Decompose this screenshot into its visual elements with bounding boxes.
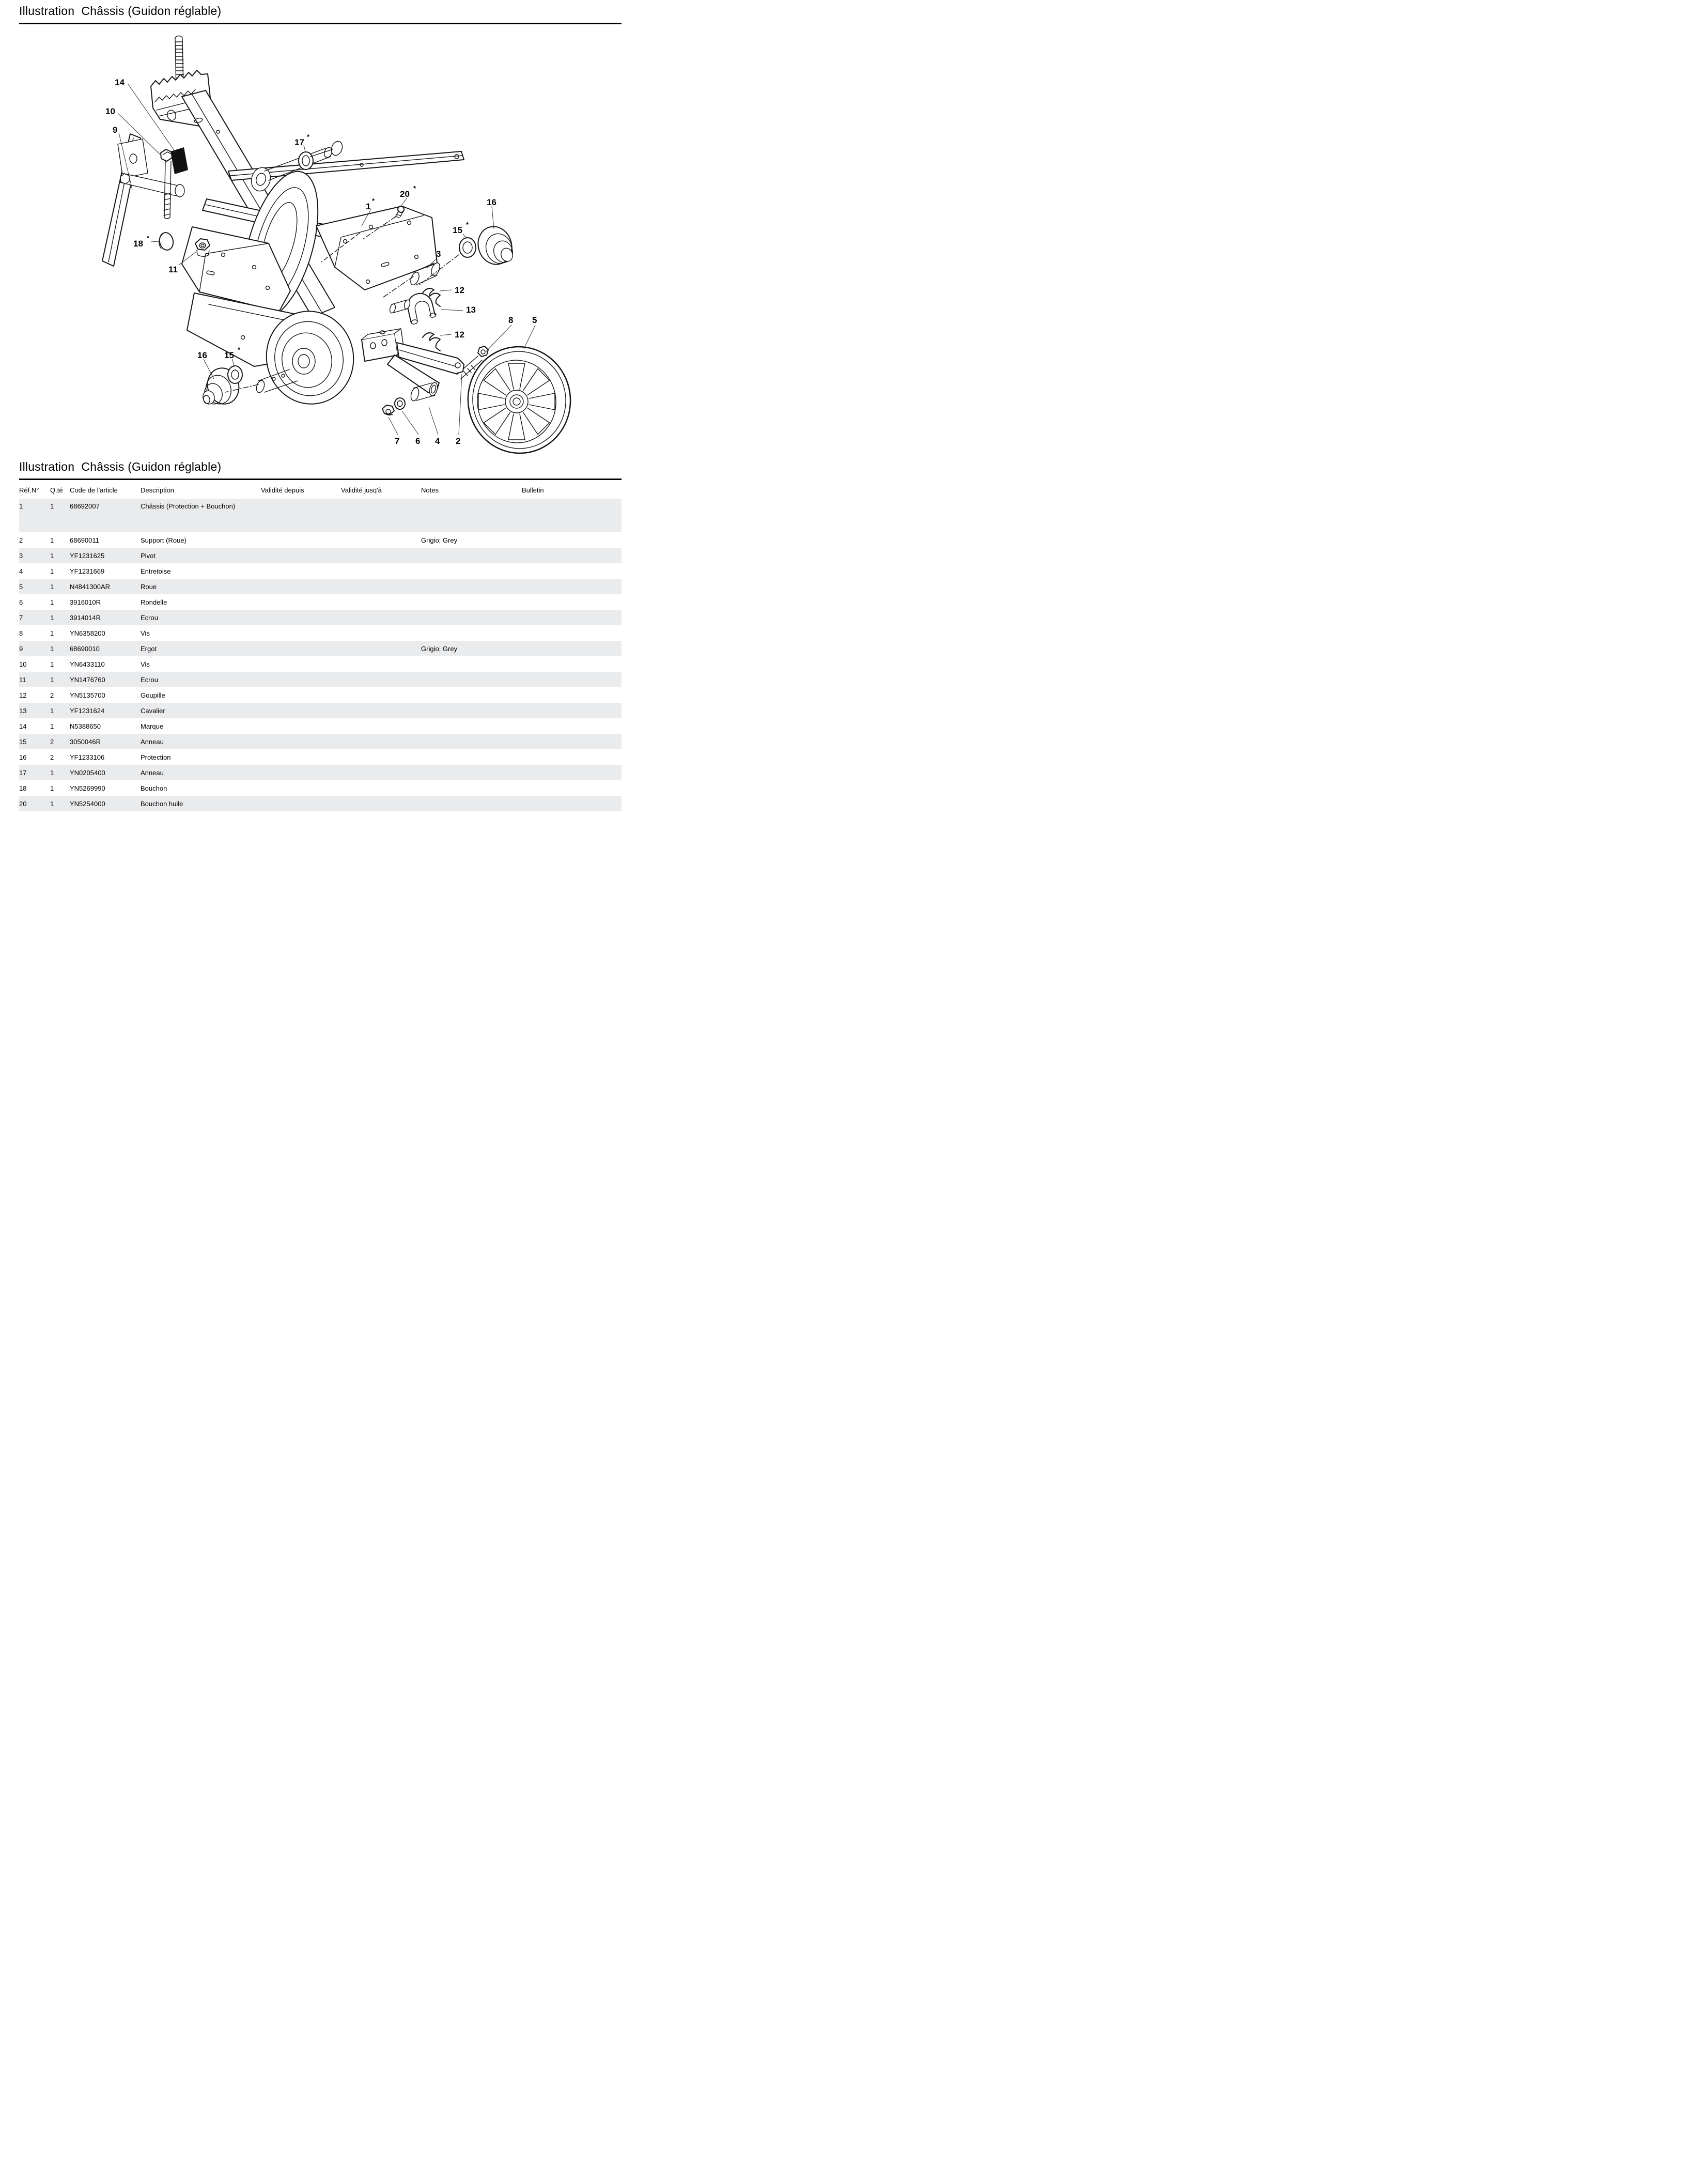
table-row	[19, 749, 622, 765]
cell-valid-from	[261, 532, 341, 548]
cell-code: YF1231669	[70, 567, 105, 575]
cell-desc: Ecrou	[141, 672, 261, 687]
col-bulletin: Bulletin	[522, 486, 544, 494]
table-header-row	[19, 483, 622, 499]
callout-12-upper: 12	[455, 285, 464, 295]
cell-qty: 1	[50, 722, 54, 730]
cell-valid-to	[341, 672, 421, 687]
cell-desc: Protection	[141, 753, 171, 761]
cell-qty: 1	[50, 765, 70, 780]
cell-qty: 2	[50, 753, 54, 761]
cell-valid-to	[341, 499, 421, 532]
callout-8: 8	[508, 315, 514, 325]
cell-notes	[421, 687, 522, 703]
callout-1: 1	[366, 202, 371, 211]
cell-qty: 2	[50, 734, 70, 749]
cell-notes	[421, 594, 522, 610]
cell-valid-from	[261, 796, 341, 811]
table-row	[19, 563, 622, 579]
cell-desc: Marque	[141, 722, 164, 730]
cell-ref: 13	[19, 703, 50, 718]
cell-ref: 4	[19, 567, 23, 575]
cell-valid-from	[261, 687, 341, 703]
cell-code: YN5135700	[70, 691, 105, 699]
cell-valid-from	[261, 625, 341, 641]
cell-valid-from	[261, 594, 341, 610]
table-row	[19, 594, 622, 610]
callout-1-star: *	[372, 197, 375, 205]
cell-valid-to	[341, 610, 421, 625]
cell-desc: Vis	[141, 629, 150, 637]
cell-valid-to	[341, 641, 421, 656]
cell-valid-to	[341, 625, 421, 641]
cell-ref: 12	[19, 691, 27, 699]
cell-qty: 2	[50, 691, 54, 699]
callout-4: 4	[435, 436, 440, 446]
cell-code: YN6358200	[70, 629, 105, 637]
cell-notes: Grigio; Grey	[421, 641, 522, 656]
cell-code: 3914014R	[70, 610, 141, 625]
cell-code: YF1231624	[70, 703, 141, 718]
cavalier-13	[389, 294, 437, 325]
cell-desc: Pivot	[141, 548, 261, 563]
cell-valid-from	[261, 703, 341, 718]
cell-code: YF1231625	[70, 548, 141, 563]
callout-10: 10	[105, 106, 115, 116]
page-title: Illustration Châssis (Guidon réglable)	[19, 4, 222, 18]
callout-16-left: 16	[197, 350, 207, 360]
cell-bulletin	[522, 641, 622, 656]
table-row	[19, 780, 622, 796]
table-row	[19, 734, 622, 749]
cell-desc: Bouchon huile	[141, 796, 261, 811]
ring-15-right	[459, 238, 476, 257]
table-row	[19, 548, 622, 563]
cell-desc: Châssis (Protection + Bouchon)	[141, 499, 261, 532]
callout-13: 13	[466, 305, 476, 315]
cell-notes	[421, 734, 522, 749]
cell-notes	[421, 563, 522, 579]
cell-valid-to	[341, 765, 421, 780]
cell-ref: 16	[19, 753, 27, 761]
cell-valid-to	[341, 532, 421, 548]
callout-17: 17	[294, 137, 304, 147]
cell-code: 3050046R	[70, 734, 141, 749]
cell-valid-from	[261, 548, 341, 563]
cell-bulletin	[522, 563, 622, 579]
col-valid-to: Validité jusq'à	[341, 486, 382, 494]
cell-valid-to	[341, 718, 421, 734]
cell-valid-from	[261, 734, 341, 749]
col-ref: Réf.N°	[19, 486, 39, 494]
table-row	[19, 687, 622, 703]
cell-ref: 8	[19, 629, 23, 637]
cell-ref: 14	[19, 722, 27, 730]
cell-bulletin	[522, 672, 622, 687]
cell-desc: Entretoise	[141, 567, 171, 575]
cell-code: N4841300AR	[70, 579, 141, 594]
cell-code: 68690010	[70, 641, 141, 656]
cell-notes	[421, 749, 522, 765]
washer-6	[395, 398, 405, 409]
cell-valid-to	[341, 780, 421, 796]
table-row	[19, 718, 622, 734]
cell-ref: 18	[19, 784, 27, 792]
col-qty: Q.té	[50, 486, 63, 494]
callout-15-left-star: *	[238, 346, 241, 353]
callout-16-right: 16	[487, 197, 496, 207]
table-row	[19, 641, 622, 656]
cell-desc: Cavalier	[141, 703, 261, 718]
cell-notes	[421, 780, 522, 796]
cell-valid-to	[341, 594, 421, 610]
cell-ref: 6	[19, 598, 23, 606]
callout-12-lower: 12	[455, 330, 464, 340]
cell-qty: 1	[50, 610, 70, 625]
cell-code: 68690011	[70, 536, 99, 544]
support-2	[362, 329, 464, 392]
cell-code: YN6433110	[70, 660, 105, 668]
cell-code: N5388650	[70, 722, 101, 730]
cell-valid-from	[261, 765, 341, 780]
cell-notes	[421, 765, 522, 780]
cell-desc: Anneau	[141, 765, 261, 780]
cell-ref: 3	[19, 548, 50, 563]
cell-valid-from	[261, 672, 341, 687]
cell-desc: Anneau	[141, 734, 261, 749]
cell-notes	[421, 656, 522, 672]
table-row	[19, 532, 622, 548]
cell-desc: Roue	[141, 579, 261, 594]
cell-desc: Support (Roue)	[141, 536, 187, 544]
parts-illustration	[0, 24, 641, 455]
cell-valid-from	[261, 499, 341, 532]
cell-desc: Rondelle	[141, 598, 167, 606]
cell-bulletin	[522, 656, 622, 672]
cell-desc: Bouchon	[141, 784, 167, 792]
callout-6: 6	[415, 436, 421, 446]
cell-bulletin	[522, 610, 622, 625]
cell-ref: 5	[19, 579, 50, 594]
cell-valid-from	[261, 610, 341, 625]
cell-qty: 1	[50, 567, 54, 575]
nut-7	[382, 405, 394, 415]
cell-notes	[421, 672, 522, 687]
cell-ref: 7	[19, 610, 50, 625]
callout-20-star: *	[413, 184, 416, 192]
table-row	[19, 579, 622, 594]
cell-bulletin	[522, 780, 622, 796]
cell-bulletin	[522, 765, 622, 780]
cell-bulletin	[522, 594, 622, 610]
mark-14	[170, 147, 188, 174]
cell-notes	[421, 703, 522, 718]
cell-notes	[421, 718, 522, 734]
col-description: Description	[141, 486, 175, 494]
cell-code: 3916010R	[70, 598, 101, 606]
cell-notes	[421, 548, 522, 563]
cell-ref: 9	[19, 641, 50, 656]
cell-bulletin	[522, 749, 622, 765]
cap-18	[158, 232, 175, 252]
wheel-5	[461, 340, 578, 455]
cell-notes	[421, 610, 522, 625]
cell-notes: Grigio; Grey	[421, 536, 458, 544]
cell-valid-to	[341, 563, 421, 579]
cell-qty: 1	[50, 598, 54, 606]
cell-qty: 1	[50, 672, 70, 687]
cell-valid-from	[261, 718, 341, 734]
cell-desc: Goupille	[141, 691, 165, 699]
table-row	[19, 656, 622, 672]
table-row	[19, 672, 622, 687]
callout-11: 11	[168, 265, 178, 274]
cell-bulletin	[522, 548, 622, 563]
cell-valid-from	[261, 579, 341, 594]
cell-ref: 2	[19, 536, 23, 544]
callout-15-right: 15	[453, 225, 462, 235]
cell-valid-to	[341, 656, 421, 672]
callout-7: 7	[395, 436, 400, 446]
cell-qty: 1	[50, 796, 70, 811]
cell-valid-from	[261, 563, 341, 579]
page-header	[0, 0, 641, 24]
cell-bulletin	[522, 718, 622, 734]
cell-valid-to	[341, 579, 421, 594]
cell-bulletin	[522, 734, 622, 749]
cell-bulletin	[522, 532, 622, 548]
cell-qty: 1	[50, 641, 70, 656]
cell-valid-to	[341, 796, 421, 811]
cell-bulletin	[522, 703, 622, 718]
cell-desc: Ergot	[141, 641, 261, 656]
cell-code: YN5254000	[70, 796, 141, 811]
cell-qty: 1	[50, 548, 70, 563]
table-row	[19, 796, 622, 811]
col-notes: Notes	[421, 486, 439, 494]
callout-15-right-star: *	[466, 221, 469, 228]
callout-5: 5	[532, 315, 537, 325]
callout-3: 3	[436, 249, 441, 259]
cell-bulletin	[522, 796, 622, 811]
cell-ref: 15	[19, 734, 50, 749]
callout-14: 14	[115, 78, 125, 87]
cell-valid-from	[261, 656, 341, 672]
callout-2: 2	[456, 436, 461, 446]
table-header-block	[0, 456, 641, 811]
cell-bulletin	[522, 579, 622, 594]
cell-ref: 11	[19, 672, 50, 687]
cell-ref: 20	[19, 796, 50, 811]
table-row	[19, 610, 622, 625]
callout-15-left: 15	[224, 350, 234, 360]
cell-notes	[421, 499, 522, 532]
cell-valid-to	[341, 734, 421, 749]
cell-desc: Ecrou	[141, 610, 261, 625]
parts-table	[19, 483, 622, 811]
cell-qty: 1	[50, 579, 70, 594]
parts-illustration-wrap	[0, 24, 641, 455]
cell-qty: 1	[50, 629, 54, 637]
cell-valid-to	[341, 548, 421, 563]
cell-notes	[421, 796, 522, 811]
cell-valid-from	[261, 641, 341, 656]
table-row	[19, 499, 622, 532]
cell-valid-to	[341, 687, 421, 703]
table-title-rule	[19, 479, 622, 480]
cell-ref: 17	[19, 765, 50, 780]
cell-desc: Vis	[141, 660, 150, 668]
cell-ref: 1	[19, 499, 50, 532]
cell-bulletin	[522, 687, 622, 703]
col-code: Code de l'article	[70, 486, 118, 494]
col-valid-from: Validité depuis	[261, 486, 304, 494]
cotter-pin-12-upper	[423, 288, 440, 306]
spacer-4	[410, 382, 439, 402]
table-row	[19, 703, 622, 718]
callout-20: 20	[400, 189, 410, 199]
cell-valid-from	[261, 780, 341, 796]
cotter-pin-12-lower	[423, 333, 440, 351]
callout-17-star: *	[307, 133, 310, 141]
cell-valid-to	[341, 703, 421, 718]
table-row	[19, 765, 622, 780]
cell-qty: 1	[50, 660, 54, 668]
cell-notes	[421, 625, 522, 641]
cell-qty: 1	[50, 499, 70, 532]
cell-bulletin	[522, 499, 622, 532]
callout-18-star: *	[147, 234, 150, 242]
cell-qty: 1	[50, 703, 70, 718]
cell-qty: 1	[50, 536, 54, 544]
cell-notes	[421, 579, 522, 594]
callout-18: 18	[133, 239, 143, 249]
cell-code: YN1476760	[70, 672, 141, 687]
cell-code: YF1233106	[70, 753, 105, 761]
cell-bulletin	[522, 625, 622, 641]
cell-code: YN0205400	[70, 765, 141, 780]
cell-code: YN5269990	[70, 784, 105, 792]
cell-valid-to	[341, 749, 421, 765]
cell-code: 68692007	[70, 499, 141, 532]
cell-ref: 10	[19, 660, 27, 668]
cell-qty: 1	[50, 784, 54, 792]
table-title: Illustration Châssis (Guidon réglable)	[19, 460, 222, 473]
callout-9: 9	[113, 125, 118, 135]
table-row	[19, 625, 622, 641]
cell-valid-from	[261, 749, 341, 765]
